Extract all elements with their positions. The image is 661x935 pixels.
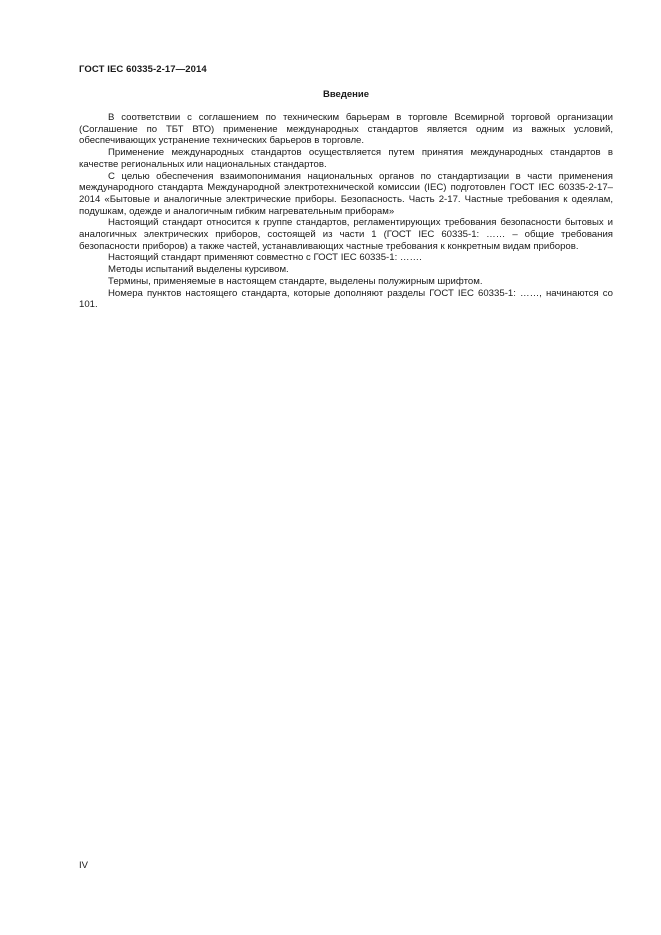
- paragraph-adoption: Применение международных стандартов осуществляется путем принятия международных стандартов в качестве региональных или национальных стандартов.: [79, 147, 613, 170]
- introduction-body: [79, 112, 613, 311]
- paragraph-standard-group: Настоящий стандарт относится к группе стандартов, регламентирующих требования безопасности бытовых и аналогичных электрических приборов, состоящей из части 1 (ГОСТ IEC 60335-1: …… – общие требования безопасности приборов) а также частей, устанавливающих частные требования к конкретным видам приборов.: [79, 217, 613, 252]
- paragraph-terms: Термины, применяемые в настоящем стандарте, выделены полужирным шрифтом.: [108, 275, 483, 287]
- paragraph-clause-numbers: Номера пунктов настоящего стандарта, которые дополняют разделы ГОСТ IEC 60335-1: ……, начинаются со 101.: [79, 287, 613, 311]
- paragraph-wto-agreement: В соответствии с соглашением по техническим барьерам в торговле Всемирной торговой организации (Соглашение по ТБТ ВТО) применение международных стандартов является одним из важных условий, обеспечивающих устранение технических барьеров в торговле.: [79, 112, 613, 147]
- paragraph-test-methods: Методы испытаний выделены курсивом.: [108, 264, 289, 276]
- section-title: Введение: [322, 89, 370, 100]
- document-header-code: ГОСТ IEC 60335-2-17—2014: [79, 64, 207, 75]
- page-number: IV: [79, 860, 88, 871]
- paragraph-purpose: С целью обеспечения взаимопонимания национальных органов по стандартизации в части применения международного стандарта Международной электротехнической комиссии (IEC) подготовлен ГОСТ IEC 60335-2-17–2014 «Бытовые и аналогичные электрические приборы. Безопасность. Часть 2-17. Частные требования к одеялам, подушкам, одежде и аналогичным гибким нагревательным приборам»: [79, 170, 613, 217]
- paragraph-used-with: Настоящий стандарт применяют совместно с ГОСТ IEC 60335-1: …….: [108, 252, 422, 264]
